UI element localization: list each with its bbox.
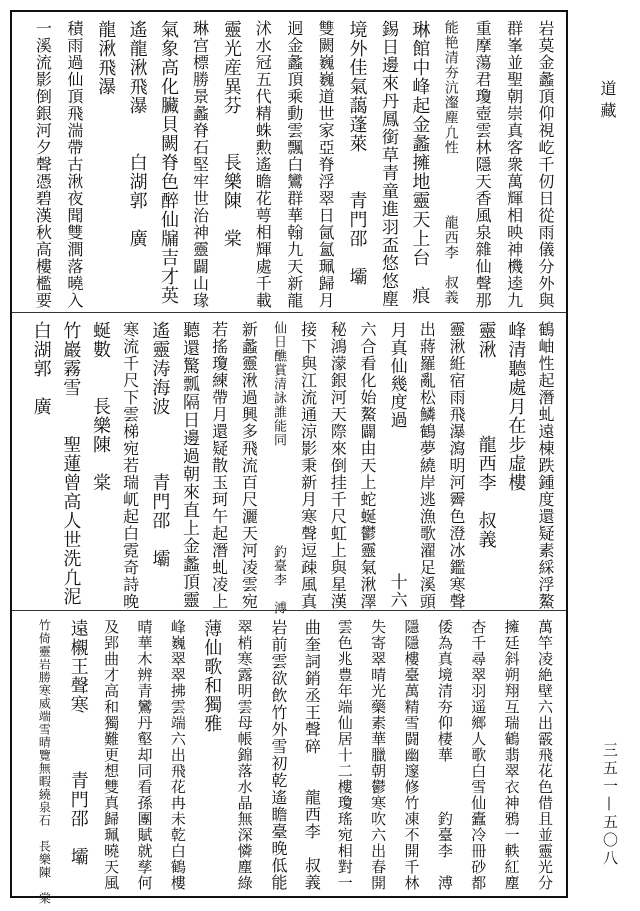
text-column: 接下與江流通涼影秉新月寒聲逗疎風真 <box>298 321 318 610</box>
text-column: 境外佳氣藹蓬萊 青門邵 壩 <box>346 20 368 286</box>
text-column: 竹倚靈岩勝寒威端雪晴覽無暇繞泉石 長樂陳 棠 <box>37 619 52 905</box>
text-column: 擁廷斜朔翔互瑞鶴翡翠衣神鴉一軼紅塵 <box>502 619 521 891</box>
text-column: 萬竿凌絶壁六出霰飛花色借且並靈光分 <box>536 619 554 891</box>
text-column: 沭水冠五代精蛛勲遙瞻花萼相輝處千載 <box>253 20 273 309</box>
text-frame <box>10 10 568 905</box>
text-column: 積雨過仙頂飛湍帶古湫夜聞雙澗落曉入 <box>64 20 84 309</box>
text-column: 鶴岫性起潛虬遠棟跌鍾度還疑素綵浮鰲 <box>536 321 555 610</box>
text-column: 靈光産異芬 長樂陳 棠 <box>220 20 242 248</box>
text-column: 雙闕巍巍道世家亞脊浮翠日氤氳珮歸月 <box>316 20 336 309</box>
text-column: 月真仙幾度過 十六 <box>386 321 407 609</box>
panel-1 <box>12 12 566 312</box>
text-column: 聽還驚瓢隔日邊過朝來直上金蠡頂靈 <box>179 321 199 609</box>
text-column: 靈湫絍宿雨飛瀑瀉明河霽色澄冰鑑寒聲 <box>447 321 466 610</box>
text-column: 寒流千尺下雲梯宛若瑞屼起白霓奇詩晚 <box>120 321 140 610</box>
text-column: 岩前雲欲飲竹外雪初乾遙瞻臺晚低能 <box>269 619 288 891</box>
text-column: 秘鴻濛銀河天際來倒挂千尺虹上與星漢 <box>328 321 348 610</box>
text-column: 群峯並聖朝崇真客衆萬輝相映神機逵九 <box>504 20 524 309</box>
text-column: 晴華木辨青鸞丹壑却同看孫團賦就孳何 <box>135 619 154 891</box>
text-column: 白湖郭 廣 <box>30 321 52 416</box>
text-column: 六合看化始鰲闢由天上蛇蜒鬱靈氣湫澤 <box>358 321 377 610</box>
text-column: 蜒數 長樂陳 棠 <box>90 321 111 492</box>
text-column: 翠梢寒露明雲母帳錦落水晶無深憐塵綠 <box>235 619 254 891</box>
text-column: 迥金蠡頂乘動雲飄白鸞群華翰九天新龍 <box>284 20 304 309</box>
text-column: 倭為真境清夯仰棲華 釣臺李 溥 <box>435 619 454 891</box>
text-column: 若搖瓊練帶月還疑散玉珂午起潛虬凌上 <box>209 321 229 610</box>
text-column: 曲奎詞銷丞王聲碎 龍西李 叔義 <box>302 619 322 891</box>
text-column: 氣象高化臟貝闕脊色醉仙牖吉才英 <box>158 20 180 305</box>
text-column: 出蔣羅亂松鱗鶴夢繞岸逃漁歌濯足溪頭 <box>417 321 437 610</box>
text-column: 及郢曲才高和獨難更想雙真歸珮曉天風 <box>102 619 121 891</box>
text-column: 竹巖霧雪 聖蓮曾高人世洗凢泥 <box>60 321 82 606</box>
text-column: 峰清聽處月在步虛樓 <box>505 321 527 492</box>
text-column: 錫日邊來丹鳳銜草青童進羽盃悠悠塵 <box>377 20 398 308</box>
text-column: 遠櫬王聲寒 青門邵 壩 <box>67 619 89 866</box>
panel-2 <box>12 312 566 615</box>
text-column: 遙靈涛海波 青門邵 壩 <box>149 321 171 568</box>
text-column: 隱隱樓臺萬精雪闘幽邃修竹凍不開千林 <box>402 619 421 891</box>
text-column: 靈湫 龍西李 叔義 <box>475 321 497 549</box>
text-column: 琳宫標勝景蠡脊石堅牢世治神靈闢山瑑 <box>190 20 210 309</box>
text-column: 峰巍翠翠拂雲端六出飛花冉未乾白鶴樓 <box>168 619 187 891</box>
page-number: 三五一—五〇八 <box>601 742 619 868</box>
panel-3 <box>12 610 566 905</box>
margin-title: 道藏 <box>598 80 617 124</box>
text-column: 龍湫飛瀑 <box>95 20 117 96</box>
text-column: 薄仙歌和獨雅 <box>201 619 223 733</box>
text-column: 遙龍湫飛瀑 白湖郭 廣 <box>126 20 148 248</box>
text-column: 琳館中峰起金蠡擁地靈天上台 痕 <box>409 20 431 305</box>
text-column: 一溪流影倒銀河夕聲憑碧漢秋高樓檻要 <box>33 20 53 309</box>
text-column: 杏千尋翠羽遥鄉人歌白雪仙蠹冷冊砂都 <box>469 619 488 891</box>
text-column: 失寄翠晴光藥素華臘朝鬱寒吹六出春開 <box>369 619 388 891</box>
text-column: 仙日醮賞清詠誰能同 釣臺李 溥 <box>271 321 286 615</box>
text-column: 新蠡靈湫過興多飛流百尺灑天河凌雲宛 <box>239 321 259 610</box>
text-column: 雲色兆豊年端仙居十二樓瓊瑤宛相對一 <box>335 619 354 891</box>
text-column: 能艳清夯沆瀣塵凢性 龍西李 叔義 <box>442 20 459 305</box>
text-column: 岩莫金蠡頂仰視屹千仞日從雨儀分外與 <box>536 20 555 309</box>
text-column: 重摩蕩君瓊壺雲林隱天香風泉雜仙聲那 <box>473 20 493 309</box>
